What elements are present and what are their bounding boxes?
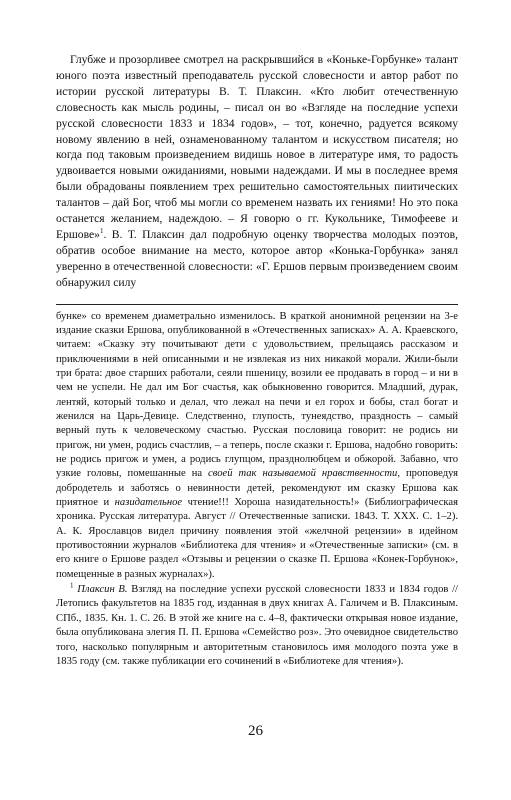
main-text-part-1: Глубже и прозорливее смотрел на раскрывшийся в «Коньке-Горбунке» талант юного поэта известный преподаватель русской словесности и автор работ по истории русской литературы В. Т. Плаксин. «Кто любит отечественную словесность как мысль родины, – писал он во «Взгляде на последние успехи русской словесности 1833 и 1834 годов», – тот, конечно, радуется всякому новому явлению в ней, ознаменованному талантом и искусством писателя; но когда под таковым произведением видишь новое в литературе имя, то радость удвоивается новыми ожиданиями, новыми надеждами. И мы в последнее время были обрадованы появлением трех решительно самостоятельных пиитических талантов – дай Бог, чтоб мы могли со временем назвать их гениями! Но это пока останется желанием, надеждою. – Я говорю о гг. Кукольнике, Тимофееве и Ершове» [56, 53, 458, 241]
footnote-continued-part-1: бунке» со временем диаметрально изменилось. В краткой анонимной рецензии на 3-е издание сказки Ершова, опубликованной в «Отечественных записках» А. А. Краевского, читаем: «Сказку эту почитывают дети с удовольствием, прельщаясь рассказом и приключениями в ней описанными и не извлекая из них никакой морали. Жили-были три брата: двое старших работали, сеяли пшеницу, возили ее продавать в город – и ни в чем не успели. Не дал им Бог счастья, как обыкновенно говорится. Младший, дурак, лентяй, который только и делал, что лежал на печи и ел горох и бобы, стал богат и женился на Царь-Девице. Следственно, глупость, тунеядство, праздность – самый верный путь к человеческому счастью. Русская пословица говорит: не родись ни пригож, ни умен, родись счастлив, – а теперь, после сказки г. Ершова, надобно говорить: не родись пригож и умен, а родись глупцом, празднолюбцем и обжорой. Забавно, что узкие головы, помешанные на [56, 310, 458, 480]
page-number: 26 [248, 723, 263, 739]
footnote-continued-part-3: чтение!!! Хороша назидательность!» (Библиографическая хроника. Русская литература. Август // Отечественные записки. 1843. Т. XXX. С. 1–2). А. К. Ярославцов видел причину появления этой «желчной рецензии» в идейном противостоянии журналов «Библиотека для чтения» и «Отечественные записки» (см. в его книге о Ершове раздел «Отзывы и рецензии о сказке П. Ершова «Конек-Горбунок», помещенные в разных журналах»). [56, 497, 458, 580]
footnote-1-text: Взгляд на последние успехи русской словесности 1833 и 1834 годов // Летопись факультетов на 1835 год, изданная в двух книгах А. Галичем и В. Плаксиным. СПб., 1835. Кн. 1. С. 26. В этой же книге на с. 4–8, фактически открывая новое издание, была опубликована элегия П. П. Ершова «Семейство роз». Это очевидное свидетельство того, насколько популярным и авторитетным становилось имя молодого поэта уже в 1835 году (см. также публикации его сочинений в «Библиотеке для чтения»). [56, 584, 458, 667]
footnote-1-number: 1 [70, 581, 74, 590]
main-paragraph [56, 52, 458, 291]
footnote-1-author: Плаксин В. [77, 584, 128, 596]
footnote-reference: 1 [99, 227, 104, 236]
book-page [56, 52, 458, 669]
footnote-continued-italic-2: назидательное [114, 497, 183, 509]
footnote-continued-italic-1: своей так называемой нравственности [208, 468, 398, 480]
main-text-part-2: . В. Т. Плаксин дал подробную оценку творчества молодых поэтов, обратив особое внимание на место, которое автор «Конька-Горбунка» занял уверенно в отечественной словесности: «Г. Ершов первым произведением своим обнаружил силу [56, 227, 458, 289]
footnote-1 [56, 583, 458, 669]
footnote-continued [56, 310, 458, 583]
footnote-divider [56, 304, 458, 305]
footnote-continued-part-2: , проповедуя добродетель и заботясь о невинности детей, рекомендуют им сказку Ершова как приятное и [56, 468, 459, 509]
